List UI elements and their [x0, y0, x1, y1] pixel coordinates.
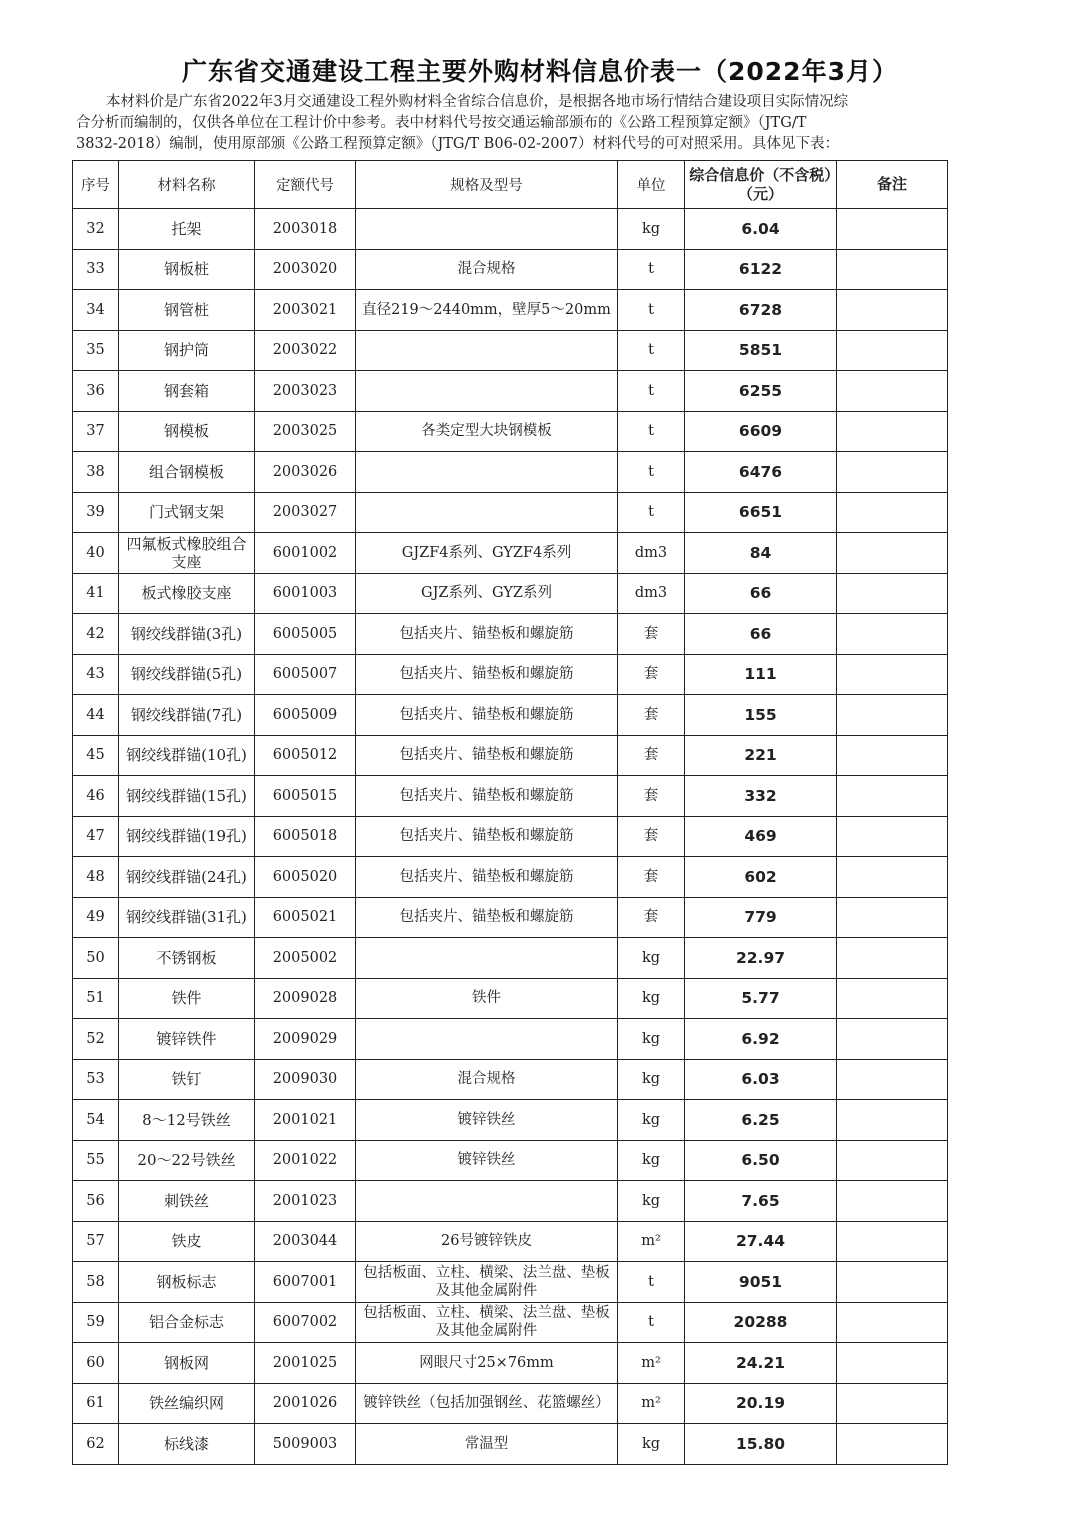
cell-price: 469	[685, 816, 837, 857]
cell-name: 托架	[119, 209, 255, 250]
cell-price: 111	[685, 654, 837, 695]
cell-price: 6.50	[685, 1140, 837, 1181]
header-code: 定额代号	[255, 161, 356, 209]
table-row	[73, 492, 948, 533]
cell-price: 5.77	[685, 978, 837, 1019]
cell-name: 板式橡胶支座	[119, 573, 255, 614]
table-row	[73, 857, 948, 898]
cell-code: 6005015	[255, 776, 356, 817]
cell-code: 2001023	[255, 1181, 356, 1222]
cell-no: 34	[73, 290, 119, 331]
cell-no: 41	[73, 573, 119, 614]
table-row	[73, 1140, 948, 1181]
table-row	[73, 816, 948, 857]
header-spec: 规格及型号	[356, 161, 618, 209]
cell-note	[837, 1343, 948, 1384]
table-row	[73, 411, 948, 452]
cell-spec	[356, 938, 618, 979]
cell-note	[837, 695, 948, 736]
table-row	[73, 614, 948, 655]
table-row	[73, 1302, 948, 1343]
cell-code: 2003044	[255, 1221, 356, 1262]
cell-code: 2005002	[255, 938, 356, 979]
header-no: 序号	[73, 161, 119, 209]
table-row	[73, 938, 948, 979]
intro-paragraph	[76, 92, 948, 155]
cell-price: 5851	[685, 330, 837, 371]
cell-note	[837, 654, 948, 695]
cell-no: 52	[73, 1019, 119, 1060]
cell-note	[837, 1383, 948, 1424]
cell-unit: 套	[618, 897, 685, 938]
cell-no: 35	[73, 330, 119, 371]
price-table	[72, 160, 948, 1465]
cell-price: 779	[685, 897, 837, 938]
cell-note	[837, 411, 948, 452]
cell-no: 37	[73, 411, 119, 452]
cell-unit: kg	[618, 1181, 685, 1222]
cell-price: 24.21	[685, 1343, 837, 1384]
cell-name: 铝合金标志	[119, 1302, 255, 1343]
cell-name: 钢绞线群锚(7孔)	[119, 695, 255, 736]
cell-spec: 包括夹片、锚垫板和螺旋筋	[356, 857, 618, 898]
cell-no: 61	[73, 1383, 119, 1424]
cell-note	[837, 249, 948, 290]
cell-price: 6651	[685, 492, 837, 533]
cell-price: 66	[685, 614, 837, 655]
table-row	[73, 1221, 948, 1262]
cell-spec	[356, 209, 618, 250]
cell-code: 2001026	[255, 1383, 356, 1424]
cell-note	[837, 776, 948, 817]
cell-unit: t	[618, 371, 685, 412]
cell-price: 6.92	[685, 1019, 837, 1060]
cell-unit: 套	[618, 735, 685, 776]
table-row	[73, 1181, 948, 1222]
cell-price: 221	[685, 735, 837, 776]
table-row	[73, 371, 948, 412]
table-row	[73, 1059, 948, 1100]
cell-unit: kg	[618, 1019, 685, 1060]
cell-no: 57	[73, 1221, 119, 1262]
cell-spec: 包括夹片、锚垫板和螺旋筋	[356, 735, 618, 776]
cell-code: 6005012	[255, 735, 356, 776]
cell-no: 38	[73, 452, 119, 493]
cell-price: 602	[685, 857, 837, 898]
cell-code: 6005005	[255, 614, 356, 655]
cell-spec: 镀锌铁丝	[356, 1100, 618, 1141]
table-row	[73, 695, 948, 736]
cell-spec: 混合规格	[356, 249, 618, 290]
cell-unit: dm3	[618, 533, 685, 574]
table-row	[73, 1343, 948, 1384]
cell-code: 6001002	[255, 533, 356, 574]
header-price: 综合信息价（不含税）（元）	[685, 161, 837, 209]
cell-price: 20288	[685, 1302, 837, 1343]
intro-line: 本材料价是广东省2022年3月交通建设工程外购材料全省综合信息价，是根据各地市场行情结合建设项目实际情况综	[106, 94, 849, 110]
cell-spec: GJZF4系列、GYZF4系列	[356, 533, 618, 574]
cell-no: 53	[73, 1059, 119, 1100]
cell-unit: kg	[618, 978, 685, 1019]
cell-unit: m²	[618, 1343, 685, 1384]
cell-name: 钢绞线群锚(5孔)	[119, 654, 255, 695]
cell-name: 铁皮	[119, 1221, 255, 1262]
cell-name: 不锈钢板	[119, 938, 255, 979]
table-row	[73, 573, 948, 614]
table-row	[73, 654, 948, 695]
table-row	[73, 533, 948, 574]
cell-no: 44	[73, 695, 119, 736]
cell-name: 钢绞线群锚(31孔)	[119, 897, 255, 938]
cell-price: 6728	[685, 290, 837, 331]
cell-no: 51	[73, 978, 119, 1019]
cell-note	[837, 1262, 948, 1303]
cell-name: 8～12号铁丝	[119, 1100, 255, 1141]
cell-code: 6005021	[255, 897, 356, 938]
cell-unit: kg	[618, 1100, 685, 1141]
cell-price: 6609	[685, 411, 837, 452]
cell-note	[837, 1181, 948, 1222]
cell-unit: t	[618, 290, 685, 331]
cell-price: 22.97	[685, 938, 837, 979]
cell-code: 2001022	[255, 1140, 356, 1181]
cell-no: 46	[73, 776, 119, 817]
cell-spec: 包括板面、立柱、横梁、法兰盘、垫板及其他金属附件	[356, 1262, 618, 1303]
header-name: 材料名称	[119, 161, 255, 209]
cell-code: 2003021	[255, 290, 356, 331]
cell-name: 钢套箱	[119, 371, 255, 412]
cell-spec	[356, 330, 618, 371]
cell-code: 6007002	[255, 1302, 356, 1343]
cell-code: 2003027	[255, 492, 356, 533]
cell-unit: 套	[618, 695, 685, 736]
cell-price: 7.65	[685, 1181, 837, 1222]
cell-name: 铁件	[119, 978, 255, 1019]
cell-name: 钢绞线群锚(24孔)	[119, 857, 255, 898]
header-note: 备注	[837, 161, 948, 209]
table-row	[73, 1262, 948, 1303]
cell-spec: 常温型	[356, 1424, 618, 1465]
cell-price: 9051	[685, 1262, 837, 1303]
cell-unit: 套	[618, 614, 685, 655]
cell-note	[837, 1140, 948, 1181]
table-row	[73, 776, 948, 817]
cell-no: 43	[73, 654, 119, 695]
cell-no: 59	[73, 1302, 119, 1343]
cell-no: 47	[73, 816, 119, 857]
cell-name: 门式钢支架	[119, 492, 255, 533]
cell-unit: 套	[618, 857, 685, 898]
table-row	[73, 978, 948, 1019]
table-header-row	[73, 161, 948, 209]
cell-unit: 套	[618, 776, 685, 817]
cell-code: 2003022	[255, 330, 356, 371]
cell-no: 55	[73, 1140, 119, 1181]
page-title: 广东省交通建设工程主要外购材料信息价表一（2022年3月）	[182, 57, 898, 86]
cell-code: 2003018	[255, 209, 356, 250]
cell-code: 2001021	[255, 1100, 356, 1141]
cell-spec: 包括夹片、锚垫板和螺旋筋	[356, 614, 618, 655]
cell-note	[837, 492, 948, 533]
cell-note	[837, 978, 948, 1019]
cell-unit: m²	[618, 1221, 685, 1262]
cell-name: 标线漆	[119, 1424, 255, 1465]
cell-name: 镀锌铁件	[119, 1019, 255, 1060]
cell-no: 48	[73, 857, 119, 898]
cell-unit: kg	[618, 938, 685, 979]
cell-note	[837, 1221, 948, 1262]
header-unit: 单位	[618, 161, 685, 209]
cell-no: 39	[73, 492, 119, 533]
cell-code: 2003020	[255, 249, 356, 290]
cell-note	[837, 897, 948, 938]
cell-no: 56	[73, 1181, 119, 1222]
cell-no: 32	[73, 209, 119, 250]
cell-note	[837, 330, 948, 371]
cell-note	[837, 857, 948, 898]
cell-price: 66	[685, 573, 837, 614]
cell-spec: 包括夹片、锚垫板和螺旋筋	[356, 695, 618, 736]
cell-name: 铁钉	[119, 1059, 255, 1100]
cell-spec: 铁件	[356, 978, 618, 1019]
cell-code: 6005020	[255, 857, 356, 898]
cell-unit: m²	[618, 1383, 685, 1424]
cell-unit: dm3	[618, 573, 685, 614]
cell-code: 6001003	[255, 573, 356, 614]
cell-name: 钢绞线群锚(15孔)	[119, 776, 255, 817]
cell-unit: t	[618, 452, 685, 493]
cell-note	[837, 735, 948, 776]
cell-name: 组合钢模板	[119, 452, 255, 493]
cell-unit: t	[618, 1262, 685, 1303]
cell-spec: 镀锌铁丝	[356, 1140, 618, 1181]
cell-code: 2003025	[255, 411, 356, 452]
cell-spec	[356, 1019, 618, 1060]
cell-name: 铁丝编织网	[119, 1383, 255, 1424]
cell-no: 49	[73, 897, 119, 938]
table-row	[73, 1424, 948, 1465]
cell-code: 2003023	[255, 371, 356, 412]
cell-name: 钢绞线群锚(10孔)	[119, 735, 255, 776]
cell-spec: 包括夹片、锚垫板和螺旋筋	[356, 816, 618, 857]
cell-no: 54	[73, 1100, 119, 1141]
cell-note	[837, 573, 948, 614]
cell-no: 36	[73, 371, 119, 412]
cell-name: 钢板标志	[119, 1262, 255, 1303]
cell-note	[837, 452, 948, 493]
table-row	[73, 290, 948, 331]
cell-price: 6476	[685, 452, 837, 493]
table-row	[73, 897, 948, 938]
cell-name: 钢绞线群锚(3孔)	[119, 614, 255, 655]
cell-price: 6.25	[685, 1100, 837, 1141]
cell-note	[837, 290, 948, 331]
cell-spec: 直径219～2440mm，壁厚5～20mm	[356, 290, 618, 331]
cell-spec	[356, 1181, 618, 1222]
cell-code: 6005009	[255, 695, 356, 736]
cell-note	[837, 1059, 948, 1100]
cell-note	[837, 1019, 948, 1060]
cell-name: 钢板桩	[119, 249, 255, 290]
table-row	[73, 209, 948, 250]
cell-unit: t	[618, 249, 685, 290]
cell-unit: 套	[618, 654, 685, 695]
cell-price: 6122	[685, 249, 837, 290]
table-row	[73, 1100, 948, 1141]
cell-note	[837, 816, 948, 857]
cell-name: 钢模板	[119, 411, 255, 452]
cell-unit: kg	[618, 1140, 685, 1181]
cell-unit: kg	[618, 1059, 685, 1100]
cell-note	[837, 938, 948, 979]
intro-line: 3832-2018）编制，使用原部颁《公路工程预算定额》（JTG/T B06-02-2007）材料代号的可对照采用。具体见下表：	[76, 136, 839, 152]
cell-spec: 包括夹片、锚垫板和螺旋筋	[356, 654, 618, 695]
cell-code: 2009029	[255, 1019, 356, 1060]
cell-unit: t	[618, 1302, 685, 1343]
cell-price: 155	[685, 695, 837, 736]
cell-code: 6005007	[255, 654, 356, 695]
cell-spec	[356, 452, 618, 493]
cell-price: 84	[685, 533, 837, 574]
cell-code: 2001025	[255, 1343, 356, 1384]
table-row	[73, 249, 948, 290]
cell-note	[837, 209, 948, 250]
cell-name: 钢绞线群锚(19孔)	[119, 816, 255, 857]
cell-price: 27.44	[685, 1221, 837, 1262]
cell-spec: 各类定型大块钢模板	[356, 411, 618, 452]
table-row	[73, 1019, 948, 1060]
cell-unit: 套	[618, 816, 685, 857]
intro-line: 合分析而编制的，仅供各单位在工程计价中参考。表中材料代号按交通运输部颁布的《公路工程预算定额》（JTG/T	[76, 115, 807, 131]
cell-unit: kg	[618, 209, 685, 250]
cell-price: 332	[685, 776, 837, 817]
cell-spec: 网眼尺寸25×76mm	[356, 1343, 618, 1384]
cell-name: 钢板网	[119, 1343, 255, 1384]
cell-price: 20.19	[685, 1383, 837, 1424]
cell-no: 50	[73, 938, 119, 979]
cell-spec: 包括夹片、锚垫板和螺旋筋	[356, 776, 618, 817]
cell-unit: t	[618, 492, 685, 533]
cell-name: 刺铁丝	[119, 1181, 255, 1222]
cell-spec: 26号镀锌铁皮	[356, 1221, 618, 1262]
cell-spec: 混合规格	[356, 1059, 618, 1100]
cell-no: 45	[73, 735, 119, 776]
cell-note	[837, 371, 948, 412]
cell-code: 6005018	[255, 816, 356, 857]
cell-no: 60	[73, 1343, 119, 1384]
table-row	[73, 1383, 948, 1424]
cell-unit: t	[618, 330, 685, 371]
cell-note	[837, 1100, 948, 1141]
cell-note	[837, 533, 948, 574]
cell-name: 钢护筒	[119, 330, 255, 371]
cell-no: 33	[73, 249, 119, 290]
cell-code: 6007001	[255, 1262, 356, 1303]
cell-price: 6255	[685, 371, 837, 412]
cell-no: 62	[73, 1424, 119, 1465]
cell-code: 2009030	[255, 1059, 356, 1100]
cell-note	[837, 1424, 948, 1465]
cell-spec: GJZ系列、GYZ系列	[356, 573, 618, 614]
cell-price: 15.80	[685, 1424, 837, 1465]
cell-code: 2003026	[255, 452, 356, 493]
cell-name: 钢管桩	[119, 290, 255, 331]
cell-code: 5009003	[255, 1424, 356, 1465]
cell-no: 40	[73, 533, 119, 574]
cell-code: 2009028	[255, 978, 356, 1019]
cell-note	[837, 1302, 948, 1343]
cell-unit: kg	[618, 1424, 685, 1465]
cell-spec: 镀锌铁丝（包括加强钢丝、花篮螺丝）	[356, 1383, 618, 1424]
table-row	[73, 735, 948, 776]
cell-price: 6.04	[685, 209, 837, 250]
table-row	[73, 452, 948, 493]
cell-spec	[356, 371, 618, 412]
cell-spec	[356, 492, 618, 533]
cell-name: 四氟板式橡胶组合支座	[119, 533, 255, 574]
cell-spec: 包括夹片、锚垫板和螺旋筋	[356, 897, 618, 938]
cell-spec: 包括板面、立柱、横梁、法兰盘、垫板及其他金属附件	[356, 1302, 618, 1343]
cell-unit: t	[618, 411, 685, 452]
cell-note	[837, 614, 948, 655]
cell-name: 20～22号铁丝	[119, 1140, 255, 1181]
cell-no: 58	[73, 1262, 119, 1303]
cell-price: 6.03	[685, 1059, 837, 1100]
table-row	[73, 330, 948, 371]
cell-no: 42	[73, 614, 119, 655]
